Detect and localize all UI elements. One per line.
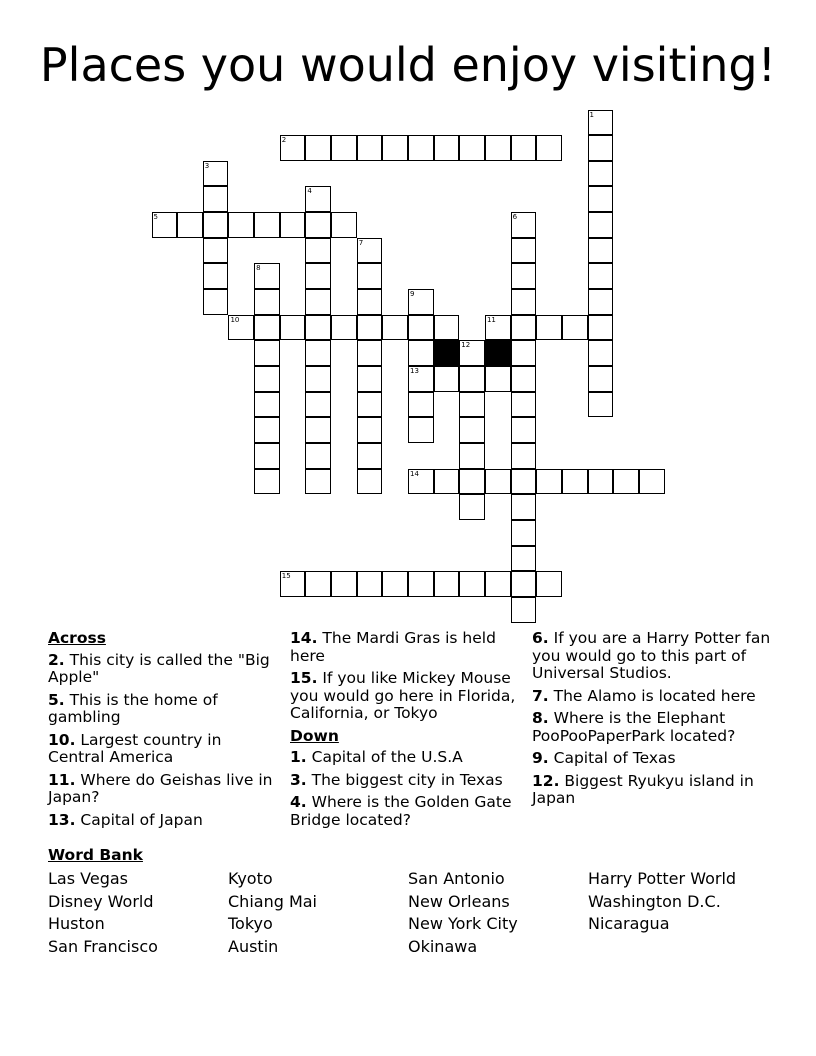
answer-cell[interactable] (382, 135, 408, 161)
clue-number: 6 (512, 213, 518, 222)
answer-cell[interactable] (382, 315, 408, 341)
answer-cell[interactable] (434, 135, 460, 161)
answer-cell[interactable] (511, 238, 537, 264)
answer-cell[interactable] (357, 135, 383, 161)
clues-column-3 (532, 630, 772, 813)
clue-number: 3 (204, 161, 210, 170)
answer-cell[interactable] (511, 135, 537, 161)
answer-cell[interactable] (357, 315, 383, 341)
down-clue-6: 6. If you are a Harry Potter fan you would go to this part of Universal Studios. (532, 629, 771, 682)
answer-cell[interactable] (357, 340, 383, 366)
answer-cell[interactable] (357, 571, 383, 597)
answer-cell[interactable] (305, 340, 331, 366)
answer-cell[interactable] (305, 392, 331, 418)
word-bank-item: San Antonio (408, 869, 505, 888)
across-clue-14: 14. The Mardi Gras is held here (290, 629, 496, 665)
answer-cell[interactable] (511, 417, 537, 443)
answer-cell[interactable] (511, 494, 537, 520)
clues-column-2 (290, 630, 526, 834)
across-clue-15: 15. If you like Mickey Mouse you would go here in Florida, California, or Tokyo (290, 669, 516, 722)
answer-cell[interactable] (203, 289, 229, 315)
answer-cell[interactable] (357, 417, 383, 443)
word-bank-item: New Orleans (408, 891, 510, 911)
answer-cell[interactable] (511, 392, 537, 418)
word-bank-item: San Francisco (48, 937, 158, 957)
word-bank-item: Washington D.C. (588, 891, 721, 911)
answer-cell[interactable] (357, 443, 383, 469)
answer-cell[interactable] (459, 366, 485, 392)
across-heading: Across (48, 629, 106, 647)
answer-cell[interactable] (254, 340, 280, 366)
answer-cell[interactable] (408, 571, 434, 597)
answer-cell[interactable] (511, 289, 537, 315)
clue-number: 4 (307, 187, 312, 196)
answer-cell[interactable] (588, 340, 614, 366)
answer-cell[interactable] (588, 186, 614, 212)
answer-cell[interactable] (536, 469, 562, 495)
answer-cell[interactable] (357, 263, 383, 289)
down-clue-12: 12. Biggest Ryukyu island in Japan (532, 771, 754, 807)
answer-cell[interactable] (511, 571, 537, 597)
answer-cell[interactable] (254, 289, 280, 315)
down-clue-4: 4. Where is the Golden Gate Bridge located? (290, 793, 512, 829)
answer-cell[interactable] (254, 392, 280, 418)
answer-cell[interactable] (588, 366, 614, 392)
down-clue-7: 7. The Alamo is located here (532, 686, 756, 705)
answer-cell[interactable] (536, 315, 562, 341)
answer-cell[interactable] (254, 315, 280, 341)
answer-cell[interactable] (177, 212, 203, 238)
word-bank-item: Nicaragua (588, 914, 670, 934)
answer-cell[interactable] (254, 469, 280, 495)
answer-cell[interactable] (305, 469, 331, 495)
answer-cell[interactable] (408, 340, 434, 366)
answer-cell[interactable] (254, 366, 280, 392)
word-bank-column-1 (48, 868, 158, 959)
answer-cell[interactable] (305, 212, 331, 238)
answer-cell[interactable] (459, 392, 485, 418)
answer-cell[interactable] (280, 315, 306, 341)
answer-cell[interactable] (588, 135, 614, 161)
answer-cell[interactable] (305, 289, 331, 315)
answer-cell[interactable] (511, 263, 537, 289)
word-bank-item: Kyoto (228, 869, 273, 888)
word-bank-item: Chiang Mai (228, 891, 317, 911)
word-bank-column-3 (408, 868, 518, 959)
answer-cell[interactable] (203, 186, 229, 212)
answer-cell[interactable] (459, 443, 485, 469)
answer-cell[interactable] (331, 212, 357, 238)
answer-cell[interactable] (357, 469, 383, 495)
answer-cell[interactable] (459, 135, 485, 161)
clue-number: 15 (281, 572, 291, 581)
answer-cell[interactable] (639, 469, 665, 495)
black-square (485, 340, 511, 366)
clue-number: 11 (486, 315, 496, 324)
answer-cell[interactable] (588, 263, 614, 289)
down-clue-1: 1. Capital of the U.S.A (290, 748, 463, 766)
answer-cell[interactable] (459, 417, 485, 443)
down-clue-8: 8. Where is the Elephant PooPooPaperPark located? (532, 709, 736, 745)
answer-cell[interactable] (280, 212, 306, 238)
page-title: Places you would enjoy visiting! (39, 38, 777, 92)
answer-cell[interactable] (434, 315, 460, 341)
answer-cell[interactable] (331, 571, 357, 597)
answer-cell[interactable] (254, 443, 280, 469)
clue-number: 1 (589, 110, 595, 119)
answer-cell[interactable] (357, 392, 383, 418)
answer-cell[interactable] (485, 469, 511, 495)
answer-cell[interactable] (588, 161, 614, 187)
word-bank-item: Okinawa (408, 937, 478, 957)
answer-cell[interactable] (588, 289, 614, 315)
word-bank-item: Huston (48, 914, 105, 934)
answer-cell[interactable] (588, 469, 614, 495)
answer-cell[interactable] (588, 212, 614, 238)
answer-cell[interactable] (588, 392, 614, 418)
across-clue-11: 11. Where do Geishas live in Japan? (48, 770, 273, 806)
answer-cell[interactable] (485, 135, 511, 161)
answer-cell[interactable] (511, 340, 537, 366)
answer-cell[interactable] (305, 443, 331, 469)
down-heading: Down (290, 726, 339, 745)
clues-column-1 (48, 630, 278, 834)
clue-number: 7 (358, 238, 364, 247)
answer-cell[interactable] (511, 469, 537, 495)
across-clue-2: 2. This city is called the "Big Apple" (48, 650, 270, 686)
answer-cell[interactable] (254, 417, 280, 443)
answer-cell[interactable] (613, 469, 639, 495)
clue-number: 9 (410, 290, 415, 299)
clue-number: 12 (461, 341, 471, 350)
answer-cell[interactable] (536, 135, 562, 161)
answer-cell[interactable] (203, 212, 229, 238)
word-bank-item: New York City (408, 914, 518, 934)
answer-cell[interactable] (562, 469, 588, 495)
answer-cell[interactable] (305, 238, 331, 264)
answer-cell[interactable] (459, 469, 485, 495)
answer-cell[interactable] (485, 366, 511, 392)
word-bank-column-2 (228, 868, 317, 959)
clue-number: 14 (410, 469, 419, 478)
answer-cell[interactable] (459, 494, 485, 520)
answer-cell[interactable] (331, 135, 357, 161)
answer-cell[interactable] (228, 212, 254, 238)
answer-cell[interactable] (305, 571, 331, 597)
answer-cell[interactable] (305, 315, 331, 341)
answer-cell[interactable] (434, 571, 460, 597)
word-bank-heading: Word Bank (48, 846, 143, 864)
word-bank-item: Harry Potter World (588, 869, 737, 888)
clue-number: 5 (153, 213, 158, 222)
answer-cell[interactable] (434, 469, 460, 495)
clue-number: 8 (256, 264, 261, 273)
down-clue-9: 9. Capital of Texas (532, 749, 676, 767)
answer-cell[interactable] (562, 315, 588, 341)
answer-cell[interactable] (511, 366, 537, 392)
black-square (434, 340, 460, 366)
answer-cell[interactable] (305, 135, 331, 161)
clue-number: 10 (230, 315, 240, 324)
answer-cell[interactable] (203, 263, 229, 289)
word-bank-item: Disney World (48, 891, 154, 911)
clue-number: 2 (281, 136, 287, 145)
answer-cell[interactable] (536, 571, 562, 597)
down-clue-3: 3. The biggest city in Texas (290, 770, 503, 789)
answer-cell[interactable] (305, 263, 331, 289)
answer-cell[interactable] (254, 212, 280, 238)
answer-cell[interactable] (408, 417, 434, 443)
answer-cell[interactable] (382, 571, 408, 597)
across-clue-10: 10. Largest country in Central America (48, 730, 222, 766)
word-bank-column-4 (588, 868, 736, 936)
answer-cell[interactable] (408, 135, 434, 161)
answer-cell[interactable] (588, 238, 614, 264)
clue-number: 13 (410, 367, 419, 375)
across-clue-5: 5. This is the home of gambling (48, 690, 218, 726)
word-bank-item: Austin (228, 937, 279, 957)
answer-cell[interactable] (331, 315, 357, 341)
answer-cell[interactable] (357, 289, 383, 315)
answer-cell[interactable] (408, 392, 434, 418)
answer-cell[interactable] (357, 366, 383, 392)
answer-cell[interactable] (305, 366, 331, 392)
answer-cell[interactable] (511, 315, 537, 341)
answer-cell[interactable] (434, 366, 460, 392)
answer-cell[interactable] (408, 315, 434, 341)
answer-cell[interactable] (511, 546, 537, 572)
answer-cell[interactable] (203, 238, 229, 264)
answer-cell[interactable] (511, 443, 537, 469)
across-clue-13: 13. Capital of Japan (48, 810, 203, 829)
answer-cell[interactable] (511, 520, 537, 546)
answer-cell[interactable] (511, 597, 537, 623)
answer-cell[interactable] (305, 417, 331, 443)
answer-cell[interactable] (588, 315, 614, 341)
answer-cell[interactable] (485, 571, 511, 597)
answer-cell[interactable] (459, 571, 485, 597)
word-bank-item: Tokyo (228, 914, 273, 934)
word-bank-item: Las Vegas (48, 869, 128, 888)
